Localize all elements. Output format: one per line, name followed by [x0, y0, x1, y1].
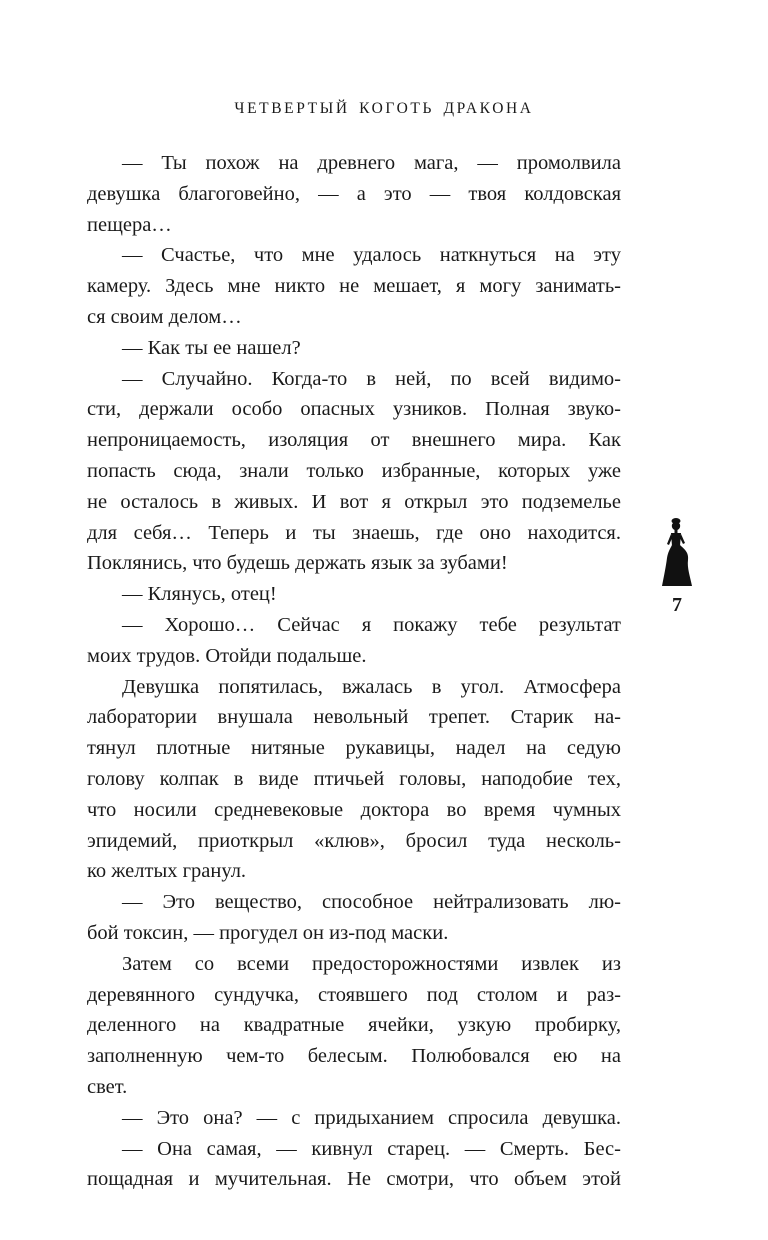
- running-head: ЧЕТВЕРТЫЙ КОГОТЬ ДРАКОНА: [234, 100, 534, 117]
- text-line: пощадная и мучительная. Не смотри, что объем этой: [87, 1168, 621, 1191]
- text-line: Девушка попятилась, вжалась в угол. Атмосфера: [122, 675, 621, 698]
- text-line: тянул плотные нитяные рукавицы, надел на седую: [87, 737, 621, 760]
- text-line: лаборатории внушала невольный трепет. Старик на-: [87, 706, 621, 729]
- text-line: попасть сюда, знали только избранные, которых уже: [87, 459, 621, 482]
- page-number: 7: [672, 594, 682, 616]
- text-line: для себя… Теперь и ты знаешь, где оно находится.: [87, 521, 621, 544]
- text-line: — Счастье, что мне удалось наткнуться на эту: [122, 244, 621, 267]
- text-line: что носили средневековые доктора во время чумных: [87, 798, 621, 821]
- text-line: бой токсин, — прогудел он из-под маски.: [87, 921, 449, 944]
- text-line: не осталось в живых. И вот я открыл это подземелье: [87, 490, 621, 513]
- text-line: деревянного сундучка, стоявшего под столом и раз-: [87, 983, 621, 1006]
- text-line: Затем со всеми предосторожностями извлек из: [122, 952, 621, 975]
- body-text: [87, 148, 621, 1195]
- text-line: — Как ты ее нашел?: [122, 336, 301, 359]
- text-line: заполненную чем-то белесым. Полюбовался ею на: [87, 1045, 621, 1068]
- text-line: деленного на квадратные ячейки, узкую пробирку,: [87, 1014, 621, 1037]
- text-line: — Хорошо… Сейчас я покажу тебе результат: [122, 613, 621, 636]
- text-line: камеру. Здесь мне никто не мешает, я могу занимать-: [87, 275, 621, 298]
- text-line: ко желтых гранул.: [87, 860, 247, 883]
- text-line: — Она самая, — кивнул старец. — Смерть. Бес-: [122, 1137, 621, 1160]
- text-line: пещера…: [87, 213, 172, 236]
- text-line: голову колпак в виде птичьей головы, наподобие тех,: [87, 767, 621, 790]
- text-line: свет.: [87, 1075, 128, 1098]
- text-line: — Клянусь, отец!: [122, 583, 277, 606]
- text-line: — Это она? — с придыханием спросила девушка.: [122, 1106, 621, 1129]
- text-line: девушка благоговейно, — а это — твоя колдовская: [87, 182, 621, 205]
- text-line: — Ты похож на древнего мага, — промолвила: [122, 152, 621, 174]
- text-line: — Случайно. Когда-то в ней, по всей видимо-: [122, 367, 621, 390]
- text-line: Поклянись, что будешь держать язык за зубами!: [87, 552, 508, 575]
- text-line: сти, держали особо опасных узников. Полная звуко-: [87, 398, 621, 421]
- woman-silhouette-icon: [656, 516, 698, 588]
- text-line: — Это вещество, способное нейтрализовать лю-: [122, 891, 621, 914]
- text-line: эпидемий, приоткрыл «клюв», бросил туда несколь-: [87, 829, 621, 852]
- text-line: ся своим делом…: [87, 305, 242, 328]
- text-line: непроницаемость, изоляция от внешнего мира. Как: [87, 429, 621, 452]
- text-line: моих трудов. Отойди подальше.: [87, 644, 367, 667]
